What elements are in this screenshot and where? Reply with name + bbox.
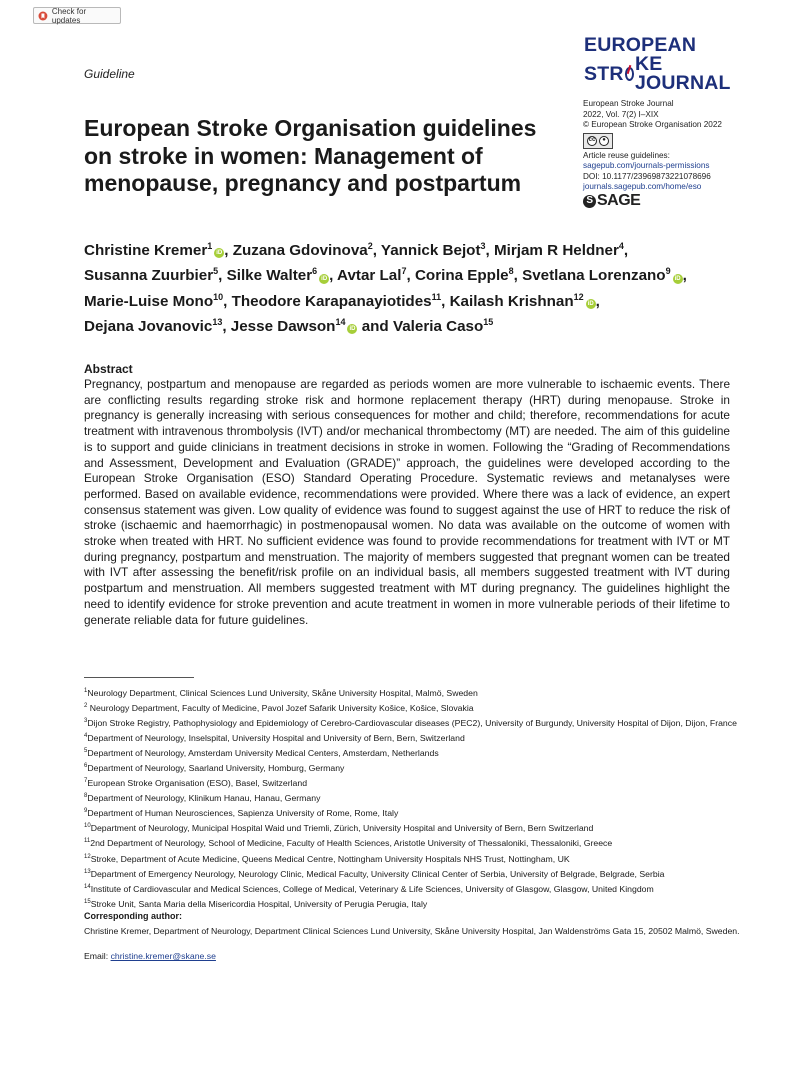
meta-reuse: Article reuse guidelines:: [583, 150, 670, 160]
orcid-icon[interactable]: iD: [321, 275, 328, 282]
affiliation-number: 3: [84, 718, 88, 725]
author-separator: ,: [595, 293, 600, 310]
check-for-updates-label: Check for updates: [51, 6, 87, 25]
author-name: Avtar Lal: [337, 267, 402, 285]
author-affiliation-number: 13: [212, 317, 223, 328]
author-separator: ,: [372, 242, 381, 260]
affiliation-item: [84, 820, 744, 835]
author-affiliation-number: 5: [213, 266, 219, 277]
affiliation-number: 8: [84, 793, 88, 800]
orcid-icon[interactable]: iD: [587, 301, 594, 307]
meta-copyright: © European Stroke Organisation 2022: [583, 120, 722, 129]
author-separator: ,: [623, 242, 629, 260]
affiliation-text: Institute of Cardiovascular and Medical Sciences, College of Medical, Veterinary & Life Sciences, University of Glasgow, Glasgow, United Kingdom: [90, 883, 654, 894]
author-name: Theodore Karapanayiotides: [231, 293, 432, 310]
affiliation-number: 7: [84, 778, 88, 785]
journal-logo: [584, 36, 734, 93]
affiliation-text: Neurology Department, Faculty of Medicine, Pavol Jozef Safarik University Košice, Košice, Slovakia: [87, 702, 474, 713]
author-name: Yannick Bejot: [380, 242, 481, 260]
affiliation-number: 5: [84, 748, 88, 755]
affiliation-item: [84, 896, 744, 911]
article-type: Guideline: [84, 67, 135, 81]
author-affiliation-number: 3: [480, 241, 486, 251]
abstract-heading: Abstract: [84, 362, 133, 376]
affiliation-list: [84, 685, 744, 911]
author-separator: ,: [513, 267, 523, 285]
corresponding-heading: Corresponding author:: [84, 911, 182, 921]
affiliation-text: Department of Emergency Neurology, Neurology Clinic, Medical Faculty, University Clinical Center of Serbia, University of Belgrade, Belgrade, Serbia: [90, 868, 665, 879]
author-name: Jesse Dawson: [230, 318, 336, 336]
meta-doi[interactable]: DOI: 10.1177/23969873221078696: [583, 171, 711, 181]
affiliation-item: [84, 760, 744, 775]
affiliation-text: Department of Neurology, Amsterdam University Medical Centers, Amsterdam, Netherlands: [87, 748, 439, 759]
affiliation-text: Department of Human Neurosciences, Sapienza University of Rome, Rome, Italy: [87, 808, 399, 819]
author-separator: ,: [329, 267, 338, 285]
affiliation-number: 4: [84, 733, 88, 740]
author-affiliation-number: 2: [367, 241, 373, 251]
author-affiliation-number: 8: [508, 266, 514, 277]
author-separator: ,: [223, 293, 232, 310]
affiliation-text: Neurology Department, Clinical Sciences Lund University, Skåne University Hospital, Malmö, Sweden: [87, 687, 478, 698]
affiliation-text: Department of Neurology, Saarland University, Homburg, Germany: [87, 763, 345, 774]
affiliation-number: 14: [84, 883, 91, 890]
author-affiliation-number: 9: [665, 266, 671, 277]
author-name: Valeria Caso: [392, 318, 484, 336]
corresponding-address: Christine Kremer, Department of Neurology, Department Clinical Sciences Lund University, Skåne University Hospital, Jan Waldenströms Gata 15, 20502 Malmö, Sweden.: [84, 926, 740, 936]
sage-wordmark: SAGE: [597, 191, 641, 209]
author-list: [84, 236, 744, 338]
author-affiliation-number: 14: [335, 317, 346, 328]
by-person-icon: ●: [599, 136, 609, 146]
author-affiliation-number: 4: [618, 241, 624, 251]
affiliation-item: [84, 790, 744, 805]
affiliation-number: 12: [84, 853, 91, 860]
affiliation-divider: [84, 677, 194, 678]
paper-title: European Stroke Organisation guidelines on stroke in women: Management of menopause, pregnancy and postpartum: [84, 115, 537, 196]
author-name: Marie-Luise Mono: [84, 293, 214, 310]
author-affiliation-number: 10: [213, 291, 224, 302]
author-separator: ,: [441, 293, 450, 310]
affiliation-number: 2: [84, 703, 88, 710]
affiliation-item: [84, 745, 744, 760]
author-name: Corina Epple: [414, 267, 509, 285]
author-name: Susanna Zuurbier: [84, 267, 214, 285]
author-name: Mirjam R Heldner: [493, 242, 619, 260]
bookmark-icon: [38, 11, 48, 21]
affiliation-item: [84, 851, 744, 866]
affiliation-text: Department of Neurology, Inselspital, University Hospital and University of Bern, Bern, Switzerland: [87, 733, 465, 744]
author-affiliation-number: 1: [207, 241, 213, 251]
affiliation-item: [84, 685, 744, 700]
author-separator: ,: [224, 242, 233, 260]
author-separator: and: [357, 318, 393, 336]
author-affiliation-number: 15: [483, 317, 494, 328]
logo-line-2a: STR: [584, 62, 624, 85]
affiliation-text: Stroke, Department of Acute Medicine, Queens Medical Centre, Nottingham University Hospitals NHS Trust, Nottingham, UK: [90, 853, 570, 864]
cc-icon: cc: [587, 136, 597, 146]
affiliation-item: [84, 866, 744, 881]
affiliation-text: European Stroke Organisation (ESO), Basel, Switzerland: [87, 778, 308, 789]
sage-s-icon: S: [583, 195, 596, 208]
logo-line-1: EUROPEAN: [584, 34, 697, 56]
journal-home-link[interactable]: journals.sagepub.com/home/eso: [583, 182, 702, 191]
sage-logo: [583, 191, 753, 209]
affiliation-number: 9: [84, 808, 88, 815]
email-link[interactable]: christine.kremer@skane.se: [110, 951, 216, 961]
author-name: Kailash Krishnan: [449, 293, 574, 310]
author-affiliation-number: 6: [312, 266, 318, 277]
author-affiliation-number: 7: [401, 266, 407, 277]
author-affiliation-number: 12: [573, 291, 584, 302]
author-name: Christine Kremer: [84, 242, 208, 260]
reuse-link[interactable]: sagepub.com/journals-permissions: [583, 161, 710, 170]
author-separator: ,: [485, 242, 494, 260]
author-separator: ,: [222, 318, 231, 336]
affiliation-item: [84, 700, 744, 715]
affiliation-text: Department of Neurology, Klinikum Hanau, Hanau, Germany: [87, 793, 321, 804]
affiliation-item: [84, 805, 744, 820]
orcid-icon[interactable]: iD: [349, 326, 356, 333]
meta-journal: European Stroke Journal: [583, 99, 674, 108]
affiliation-number: 15: [84, 898, 91, 905]
affiliation-text: Stroke Unit, Santa Maria della Misericordia Hospital, University of Perugia Perugia, Italy: [90, 898, 428, 909]
affiliation-text: Department of Neurology, Municipal Hospital Waid und Triemli, Zürich, University Hospital and University of Bern, Bern Switzerland: [90, 823, 594, 834]
email-label: Email:: [84, 951, 111, 961]
affiliation-number: 13: [84, 868, 91, 875]
author-separator: ,: [406, 267, 415, 285]
author-name: Zuzana Gdovinova: [232, 242, 368, 260]
meta-volume: 2022, Vol. 7(2) I–XIX: [583, 109, 659, 119]
affiliation-item: [84, 730, 744, 745]
orcid-icon[interactable]: iD: [216, 250, 223, 257]
affiliation-item: [84, 835, 744, 850]
abstract-body: Pregnancy, postpartum and menopause are regarded as periods women are more vulnerable to ischaemic events. There are conflicting results regarding stroke risk and hormone replacement therapy (HRT) during menopause. Stroke in pregnancy is generally increasing with serious consequences for mother and child; therefore, recommendations for acute treatment with intravenous thrombolysis (IVT) and/or mechanical thrombectomy (MT) are needed. The aim of this guideline is to support and guide clinicians in treatment decisions in stroke in women. Following the “Grading of Recommendations and Assessment, Development and Evaluation (GRADE)” approach, the guidelines were developed according to the European Stroke Organisation (ESO) Standard Operating Procedure. Systematic reviews and metanalyses were performed. Based on available evidence, recommendations were provided. Where there was a lack of evidence, an expert consensus statement was given. Low quality of evidence was found to suggest against the use of HRT to reduce the risk of stroke (ischaemic and haemorrhagic) in postmenopausal women. No data was available on the outcome of women with stroke when treated with HRT. No sufficient evidence was found to provide recommendations for treatment with IVT or MT during pregnancy, postpartum and menstruation. The majority of members suggested that pregnant women can be treated with IVT after assessing the benefit/risk profile on an individual basis, all members suggested treatment with IVT during postpartum and menstruation. All members suggested treatment with MT during pregnancy. The guidelines highlight the need to identify evidence for stroke prevention and acute treatment in women in more vulnerable periods of their lifetime to generate reliable data for future guidelines.: [84, 377, 730, 627]
author-affiliation-number: 11: [431, 291, 442, 302]
author-separator: ,: [218, 267, 227, 285]
logo-o-icon: [625, 67, 634, 81]
affiliation-text: 2nd Department of Neurology, School of Medicine, Faculty of Health Sciences, Aristotle University of Thessaloniki, Thessaloniki, Greece: [90, 838, 613, 849]
affiliation-number: 1: [84, 688, 88, 694]
journal-meta: [583, 99, 753, 208]
corresponding-email-line: [84, 951, 216, 961]
affiliation-text: Dijon Stroke Registry, Pathophysiology and Epidemiology of Cerebro-Cardiovascular diseases (PEC2), University of Burgundy, University Hospital of Dijon, Dijon, France: [87, 717, 737, 728]
author-name: Silke Walter: [226, 267, 313, 285]
affiliation-item: [84, 775, 744, 790]
affiliation-item: [84, 715, 744, 730]
affiliation-number: 11: [84, 838, 91, 845]
logo-line-2b: KE JOURNAL: [634, 53, 731, 94]
author-name: Svetlana Lorenzano: [522, 267, 666, 285]
author-name: Dejana Jovanovic: [84, 318, 213, 336]
affiliation-number: 6: [84, 763, 88, 770]
check-for-updates-button[interactable]: [33, 7, 121, 24]
author-separator: ,: [682, 267, 687, 285]
cc-license-badge[interactable]: [583, 133, 613, 149]
orcid-icon[interactable]: iD: [674, 275, 681, 282]
affiliation-number: 10: [84, 823, 91, 830]
affiliation-item: [84, 881, 744, 896]
